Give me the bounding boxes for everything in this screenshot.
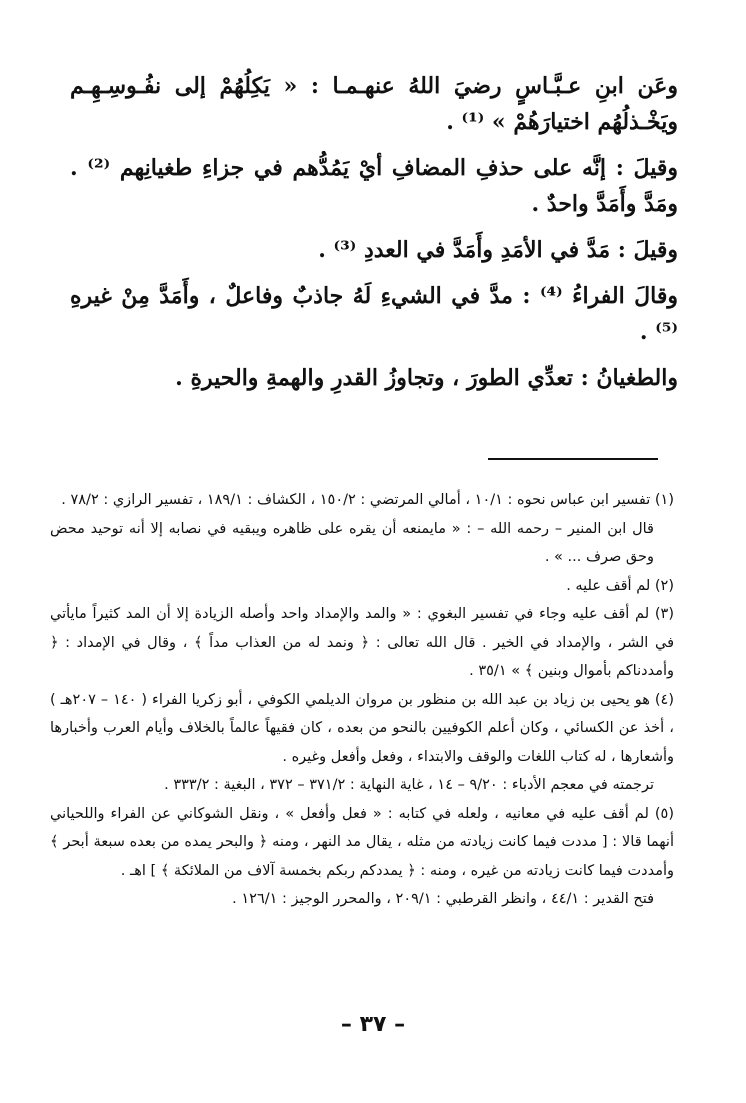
footnote-1: (١) تفسير ابن عباس نحوه : ١٠/١ ، أمالي المرتضي : ١٥٠/٢ ، الكشاف : ١٨٩/١ ، تفسير الرازي : ٧٨/٢ . — [61, 492, 674, 508]
paragraph-ibn-abbas: وعَن ابنِ عـبَّـاسٍ رضيَ اللهُ عنهـمـا : « يَكِلُهُمْ إلى نفُـوسِـهِـم ويَخْـذلُهُم اختيارَهُمْ » ⁽¹⁾ . — [70, 73, 678, 135]
paragraph-hadhf-mudaf: وقيلَ : إنَّه على حذفِ المضافِ أيْ يَمُدُّهم في جزاءِ طغيانِهم ⁽²⁾ . ومَدَّ وأَمَدَّ واحدٌ . — [70, 155, 678, 217]
footnote-3: (٣) لم أقف عليه وجاء في تفسير البغوي : « والمد والإمداد واحد وأصله الزيادة إلا أن المد كثيراً مايأتي في الشر ، والإمداد في الخير . قال الله تعالى : ﴿ ونمد له من العذاب مداً ﴾ ، وقال في الإمداد : ﴿ وأمددناكم بأموال وبنين ﴾ » ٣٥/١ . — [50, 606, 674, 679]
paragraph-tughyan: والطغيانُ : تعدِّي الطورَ ، وتجاوزُ القدرِ والهمةِ والحيرةِ . — [175, 365, 678, 391]
footnote-4: (٤) هو يحيى بن زياد بن عبد الله بن منظور بن مروان الديلمي الكوفي ، أبو زكريا الفراء ( ١٤٠ – ٢٠٧هـ ) ، أخذ عن الكسائي ، وكان أعلم الكوفيين بالنحو من بعده ، كان فقيهاً عالماً بالخلاف وأيام العرب وأخبارها وأشعارها ، له كتاب اللغات والوقف والابتداء ، وفعل وأفعل وغيره . — [50, 691, 674, 765]
footnotes — [50, 486, 674, 914]
footnote-divider — [488, 458, 658, 460]
paragraph-farra: وقالَ الفراءُ ⁽⁴⁾ : مدَّ في الشيءِ لَهُ جاذبٌ وفاعلٌ ، وأَمَدَّ مِنْ غيرهِ ⁽⁵⁾ . — [70, 283, 678, 345]
footnote-5: (٥) لم أقف عليه في معانيه ، ولعله في كتابه : « فعل وأفعل » ، ونقل الشوكاني عن الفراء واللحياني أنهما قالا : [ مددت فيما كانت زيادته من مثله ، يقال مد النهر ، ومنه ﴿ والبحر يمده من بعده سبعة أبحر ﴾ وأمددت فيما كانت زيادته من غيره ، ومنه : ﴿ يمددكم ربكم بخمسة آلاف من الملائكة ﴾ ] اهـ . — [50, 805, 674, 879]
footnote-2: (٢) لم أقف عليه . — [566, 577, 674, 594]
main-text — [70, 68, 688, 396]
paragraph-amad-adad: وقيلَ : مَدَّ في الأمَدِ وأَمَدَّ في العددِ ⁽³⁾ . — [318, 237, 678, 263]
page-number: – ٣٧ – — [340, 1012, 406, 1037]
footnote-1-comment: قال ابن المنير – رحمه الله – : « مايمنعه أن يقره على ظاهره ويبقيه في نصابه إلا أنه توحيد محض وحق صرف ... » . — [50, 520, 654, 565]
footnote-4-sources: ترجمته في معجم الأدباء : ٩/٢٠ – ١٤ ، غاية النهاية : ٣٧١/٢ – ٣٧٢ ، البغية : ٣٣٣/٢ . — [164, 777, 654, 793]
footnote-5-sources: فتح القدير : ٤٤/١ ، وانظر القرطبي : ٢٠٩/١ ، والمحرر الوجيز : ١٢٦/١ . — [232, 891, 654, 907]
